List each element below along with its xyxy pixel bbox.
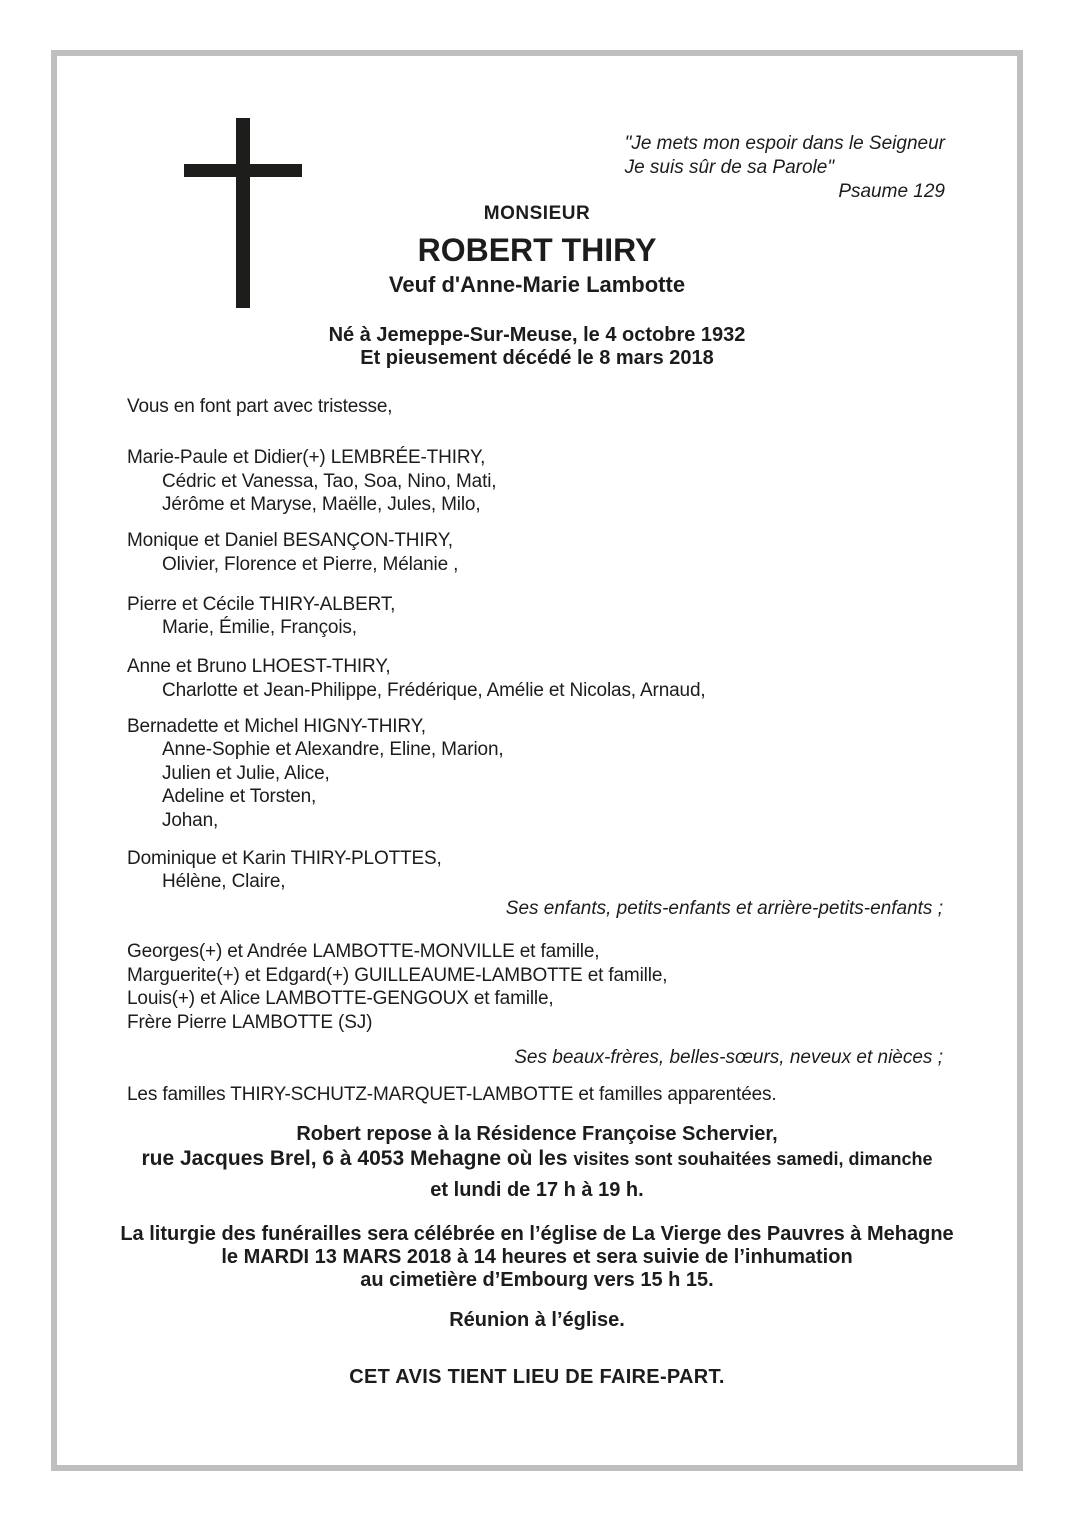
family-head: Marie-Paule et Didier(+) LEMBRÉE-THIRY, (127, 447, 486, 468)
scripture-quote (625, 132, 945, 204)
family-head: Anne et Bruno LHOEST-THIRY, (127, 656, 391, 677)
quote-line-2: Je suis sûr de sa Parole" (624, 157, 835, 178)
intro-line: Vous en font part avec tristesse, (127, 396, 393, 417)
inlaw-line: Frère Pierre LAMBOTTE (SJ) (127, 1011, 373, 1033)
birth-death-lines (57, 324, 1017, 370)
inlaw-line: Georges(+) et Andrée LAMBOTTE-MONVILLE et famille, (127, 941, 600, 962)
repose-line-2 (57, 1146, 1017, 1171)
repose-line-2-small: visites sont souhaitées samedi, dimanche (573, 1149, 933, 1169)
family-group (127, 847, 943, 894)
deceased-name: ROBERT THIRY (417, 232, 657, 268)
family-group (127, 529, 943, 576)
related-families-line: Les familles THIRY-SCHUTZ-MARQUET-LAMBOTTE et familles apparentées. (127, 1083, 777, 1105)
inlaws-caption: Ses beaux-frères, belles-sœurs, neveux et nièces ; (514, 1046, 943, 1068)
family-group (127, 593, 943, 640)
family-child-line: Charlotte et Jean-Philippe, Frédérique, Amélie et Nicolas, Arnaud, (162, 679, 706, 701)
family-head: Pierre et Cécile THIRY-ALBERT, (127, 593, 396, 615)
family-child-line: Marie, Émilie, François, (162, 617, 357, 638)
inlaw-line: Marguerite(+) et Edgard(+) GUILLEAUME-LAMBOTTE et famille, (127, 964, 668, 986)
family-child-line: Cédric et Vanessa, Tao, Soa, Nino, Mati, (162, 470, 497, 492)
obituary-page (51, 50, 1023, 1471)
family-child-line: Hélène, Claire, (162, 871, 286, 892)
repose-line-2-large: rue Jacques Brel, 6 à 4053 Mehagne où les (141, 1147, 574, 1170)
liturgy-line-1: La liturgie des funérailles sera célébrée en l’église de La Vierge des Pauvres à Mehagne (120, 1223, 954, 1245)
family-group (127, 446, 943, 517)
inlaw-line: Louis(+) et Alice LAMBOTTE-GENGOUX et famille, (127, 988, 554, 1009)
cross-icon-crossbar (184, 164, 302, 177)
family-group (127, 655, 943, 702)
faire-part-notice: CET AVIS TIENT LIEU DE FAIRE-PART. (349, 1366, 725, 1388)
reunion-line: Réunion à l’église. (449, 1309, 625, 1331)
family-child-line: Anne-Sophie et Alexandre, Eline, Marion, (162, 739, 504, 760)
quote-line-1: "Je mets mon espoir dans le Seigneur (624, 133, 945, 154)
repose-line-1: Robert repose à la Résidence Françoise Schervier, (296, 1123, 778, 1145)
birth-line: Né à Jemeppe-Sur-Meuse, le 4 octobre 1932 (328, 324, 746, 346)
children-caption: Ses enfants, petits-enfants et arrière-petits-enfants ; (505, 898, 943, 919)
family-group (127, 715, 943, 833)
liturgy-line-2: le MARDI 13 MARS 2018 à 14 heures et sera suivie de l’inhumation (221, 1246, 853, 1268)
family-child-line: Olivier, Florence et Pierre, Mélanie , (162, 553, 459, 575)
family-child-line: Jérôme et Maryse, Maëlle, Jules, Milo, (162, 494, 481, 515)
repose-line-3: et lundi de 17 h à 19 h. (430, 1179, 644, 1201)
death-line: Et pieusement décédé le 8 mars 2018 (360, 347, 714, 369)
inlaws-list (127, 940, 943, 1034)
widower-subtitle: Veuf d'Anne-Marie Lambotte (388, 272, 686, 297)
family-head: Monique et Daniel BESANÇON-THIRY, (127, 530, 453, 551)
family-child-line: Adeline et Torsten, (162, 786, 317, 807)
family-head: Dominique et Karin THIRY-PLOTTES, (127, 847, 442, 869)
family-announcement (127, 395, 943, 1106)
quote-attribution: Psaume 129 (838, 181, 945, 202)
title-prefix: MONSIEUR (483, 203, 591, 224)
liturgy-line-3: au cimetière d’Embourg vers 15 h 15. (360, 1269, 714, 1291)
family-head: Bernadette et Michel HIGNY-THIRY, (127, 715, 426, 737)
family-child-line: Julien et Julie, Alice, (162, 762, 330, 784)
family-child-line: Johan, (162, 809, 219, 831)
